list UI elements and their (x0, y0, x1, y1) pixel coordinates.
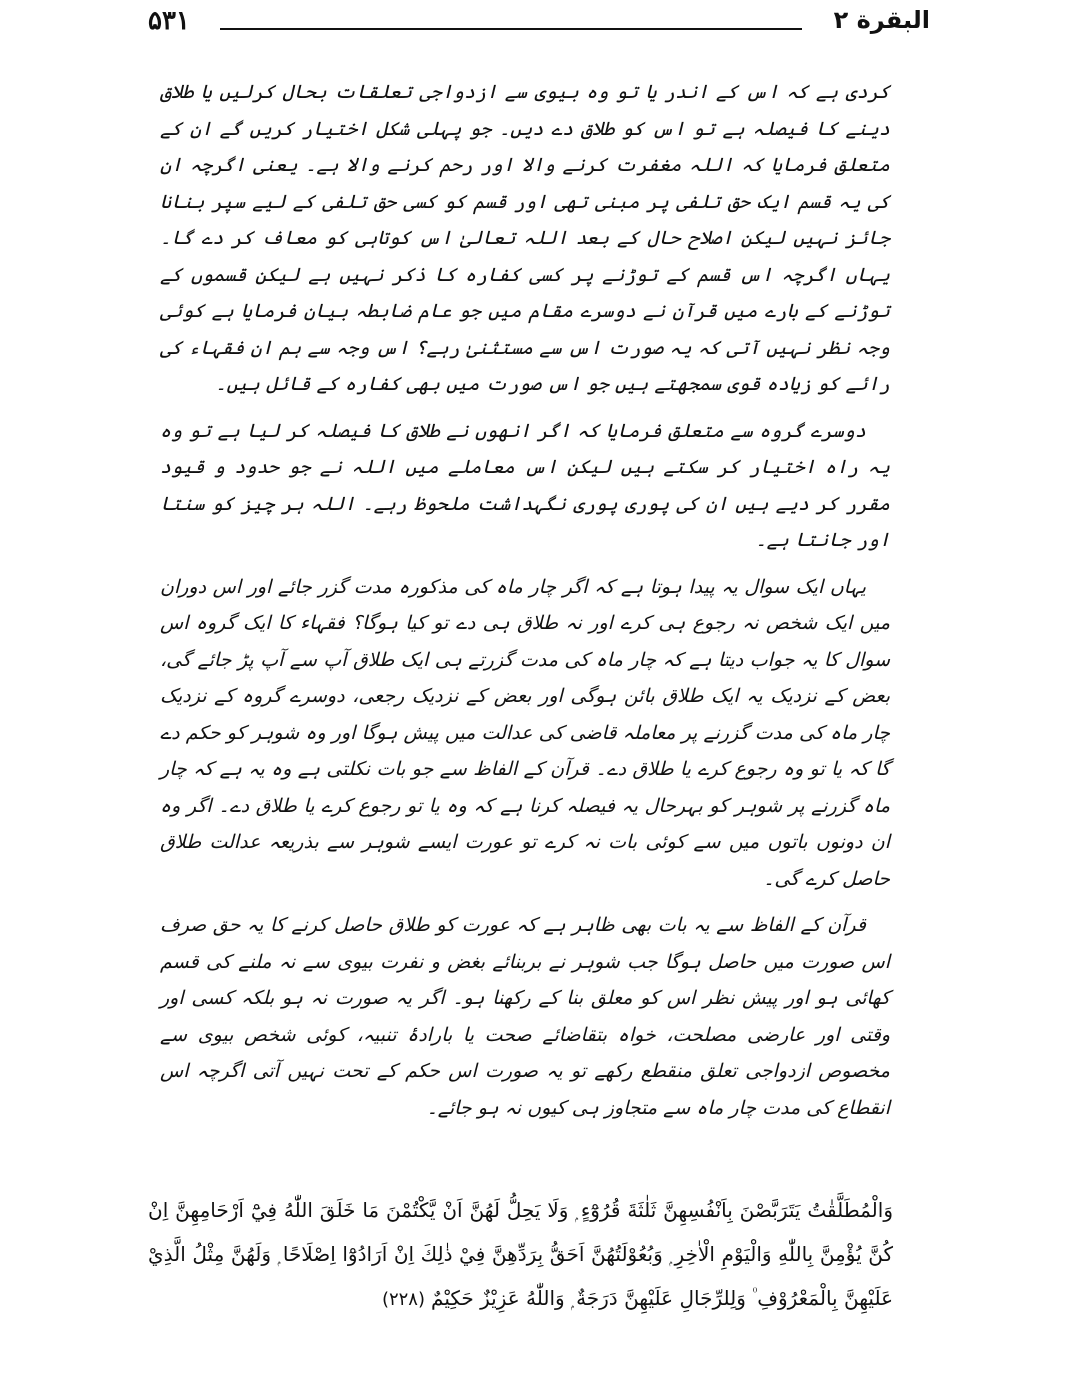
quran-verse (148, 1188, 893, 1322)
verse-line (148, 1188, 893, 1322)
verse-number: (۲۲۸) (381, 1289, 426, 1310)
verse-text: وَالْمُطَلَّقٰتُ يَتَرَبَّصْنَ بِاَنْفُسِهِنَّ ثَلٰثَةَ قُرُوْٓءٍ ۭ وَلَا يَحِلُّ لَهُنَّ اَنْ يَّكْتُمْنَ مَا خَلَقَ اللّٰهُ فِيْٓ اَرْحَامِهِنَّ اِنْ كُنَّ يُؤْمِنَّ بِاللّٰهِ وَالْيَوْمِ الْاٰخِرِ ۭ وَبُعُوْلَتُهُنَّ اَحَقُّ بِرَدِّهِنَّ فِيْ ذٰلِكَ اِنْ اَرَادُوْٓا اِصْلَاحًا ۭ وَلَهُنَّ مِثْلُ الَّذِيْ عَلَيْهِنَّ بِالْمَعْرُوْفِ ۠ وَلِلرِّجَالِ عَلَيْهِنَّ دَرَجَةٌ ۭ وَاللّٰهُ عَزِيْزٌ حَكِيْمٌ (148, 1198, 893, 1310)
paragraph: یہاں ایک سوال یہ پیدا ہوتا ہے کہ اگر چار ماہ کی مذکورہ مدت گزر جائے اور اس دوران میں ایک شخص نہ رجوع ہی کرے اور نہ طلاق ہی دے تو کیا ہوگا؟ فقہاء کا ایک گروہ اس سوال کا یہ جواب دیتا ہے کہ چار ماہ کی مدت گزرتے ہی ایک طلاق آپ سے آپ پڑ جائے گی، بعض کے نزدیک یہ ایک طلاق بائن ہوگی اور بعض کے نزدیک رجعی، دوسرے گروہ کے نزدیک چار ماہ کی مدت گزرنے پر معاملہ قاضی کی عدالت میں پیش ہوگا اور وہ شوہر کو حکم دے گا کہ یا تو وہ رجوع کرے یا طلاق دے۔ قرآن کے الفاظ سے جو بات نکلتی ہے وہ یہ ہے کہ چار ماہ گزرنے پر شوہر کو بہرحال یہ فیصلہ کرنا ہے کہ وہ یا تو رجوع کرے یا طلاق دے۔ اگر وہ ان دونوں باتوں میں سے کوئی بات نہ کرے تو عورت ایسے شوہر سے بذریعہ عدالت طلاق حاصل کرے گی۔ (160, 575, 890, 890)
paragraph: قرآن کے الفاظ سے یہ بات بھی ظاہر ہے کہ عورت کو طلاق حاصل کرنے کا یہ حق صرف اس صورت میں حاصل ہوگا جب شوہر نے بربنائے بغض و نفرت بیوی سے نہ ملنے کی قسم کھائی ہو اور پیش نظر اس کو معلق بنا کے رکھنا ہو۔ اگر یہ صورت نہ ہو بلکہ کسی اور وقتی اور عارضی مصلحت، خواہ بتقاضائے صحت یا بارادۂ تنبیہ، کوئی شخص بیوی سے مخصوص ازدواجی تعلق منقطع رکھے تو یہ صورت اس حکم کے تحت نہیں آتی اگرچہ اس انقطاع کی مدت چار ماہ سے متجاوز ہی کیوں نہ ہو جائے۔ (160, 914, 890, 1119)
commentary-text (160, 74, 890, 1136)
paragraph: کردی ہے کہ اس کے اندر یا تو وہ بیوی سے ازدواجی تعلقات بحال کرلیں یا طلاق دینے کا فیصلہ ہے تو اس کو طلاق دے دیں۔ جو پہلی شکل اختیار کریں گے ان کے متعلق فرمایا کہ اللہ مغفرت کرنے والا اور رحم کرنے والا ہے۔ یعنی اگرچہ ان کی یہ قسم ایک حق تلفی پر مبنی تھی اور قسم کو کسی حق تلفی کے لیے سپر بنانا جائز نہیں لیکن اصلاح حال کے بعد اللہ تعالیٰ اس کوتاہی کو معاف کر دے گا۔ یہاں اگرچہ اس قسم کے توڑنے پر کسی کفارہ کا ذکر نہیں ہے لیکن قسموں کے توڑنے کے بارے میں قرآن نے دوسرے مقام میں جو عام ضابطہ بیان فرمایا ہے کوئی وجہ نظر نہیں آتی کہ یہ صورت اس سے مستثنیٰ رہے؟ اس وجہ سے ہم ان فقہاء کی رائے کو زیادہ قوی سمجھتے ہیں جو اس صورت میں بھی کفارہ کے قائل ہیں۔ (160, 81, 890, 395)
paragraph: دوسرے گروہ سے متعلق فرمایا کہ اگر انھوں نے طلاق کا فیصلہ کر لیا ہے تو وہ یہ راہ اختیار کر سکتے ہیں لیکن اس معاملے میں اللہ نے جو حدود و قیود مقرر کر دیے ہیں ان کی پوری پوری نگہداشت ملحوظ رہے۔ اللہ ہر چیز کو سنتا اور جانتا ہے۔ (160, 419, 890, 551)
page-header (148, 6, 930, 46)
header-rule (220, 28, 802, 30)
surah-title: البقرة ۲ (833, 6, 930, 34)
page-number: ۵۳۱ (148, 6, 190, 36)
